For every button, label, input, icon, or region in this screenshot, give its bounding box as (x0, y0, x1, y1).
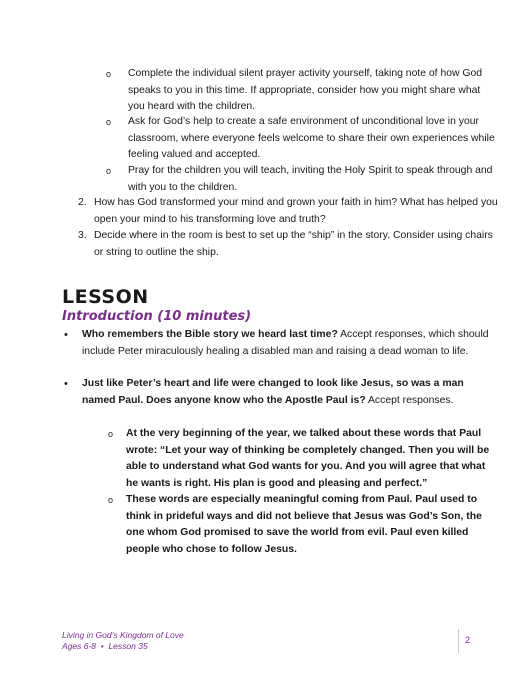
footer-lesson-info: Ages 6-8 • Lesson 35 (62, 641, 148, 651)
prep-subitem (106, 66, 495, 116)
footer-divider (458, 629, 459, 653)
circle-bullet-icon: o (106, 117, 112, 127)
footer-title (62, 630, 184, 652)
sub-bullet-item (108, 492, 500, 558)
prep-numbered-item (78, 228, 498, 261)
bullet-plain-text: Accept responses. (365, 394, 454, 406)
prep-numbered-text: Decide where in the room is best to set up the “ship” in the story. Consider using chairs or string to outline the ship. (94, 230, 493, 258)
page-number: 2 (465, 635, 471, 645)
lesson-heading: LESSON (62, 286, 149, 308)
prep-numbered-item (78, 195, 498, 228)
bullet-plain-text: Accept responses, which should include Peter miraculously healing a disabled man and raising a dead woman to life. (82, 329, 489, 357)
circle-bullet-icon: o (106, 166, 112, 176)
prep-subitem (106, 114, 495, 164)
prep-subitem-text: Ask for God’s help to create a safe environment of unconditional love in your classroom, where everyone feels welcome to share their own experiences while feeling valued and accepted. (128, 116, 495, 160)
bullet-bold-text: Who remembers the Bible story we heard last time? (82, 329, 338, 340)
bullet-item (64, 376, 499, 409)
bullet-icon: • (64, 329, 68, 341)
footer-series-title: Living in God’s Kingdom of Love (62, 630, 184, 640)
bullet-bold-text: Just like Peter’s heart and life were changed to look like Jesus, so was a man named Paul. Does anyone know who the Apostle Paul is? (82, 378, 464, 406)
introduction-heading: Introduction (10 minutes) (62, 309, 252, 324)
prep-numbered-text: How has God transformed your mind and grown your faith in him? What has helped you open your mind to his transforming love and truth? (94, 197, 498, 225)
sub-bullet-bold-text: At the very beginning of the year, we talked about these words that Paul wrote: “Let your way of thinking be completely changed. Then you will be able to understand what God wants for you. And you will agree that what he wants is right. His plan is good and pleasing and perfect.” (126, 428, 490, 489)
bullet-icon: • (64, 378, 68, 390)
circle-bullet-icon: o (108, 495, 114, 505)
bullet-item (64, 327, 499, 360)
prep-subitem-text: Pray for the children you will teach, inviting the Holy Spirit to speak through and with you to the children. (128, 165, 493, 193)
list-number: 3. (78, 230, 87, 241)
circle-bullet-icon: o (108, 429, 114, 439)
prep-subitem-text: Complete the individual silent prayer activity yourself, taking note of how God speaks to you in this time. If appropriate, consider how you might share what you heard with the children. (128, 68, 483, 112)
sub-bullet-bold-text: These words are especially meaningful coming from Paul. Paul used to think in prideful ways and did not believe that Jesus was God’s Son, the one whom God promised to save the world from evil. Paul even killed people who chose to follow Jesus. (126, 494, 482, 555)
prep-subitem (106, 163, 495, 196)
sub-bullet-item (108, 426, 500, 492)
list-number: 2. (78, 197, 87, 208)
circle-bullet-icon: o (106, 69, 112, 79)
